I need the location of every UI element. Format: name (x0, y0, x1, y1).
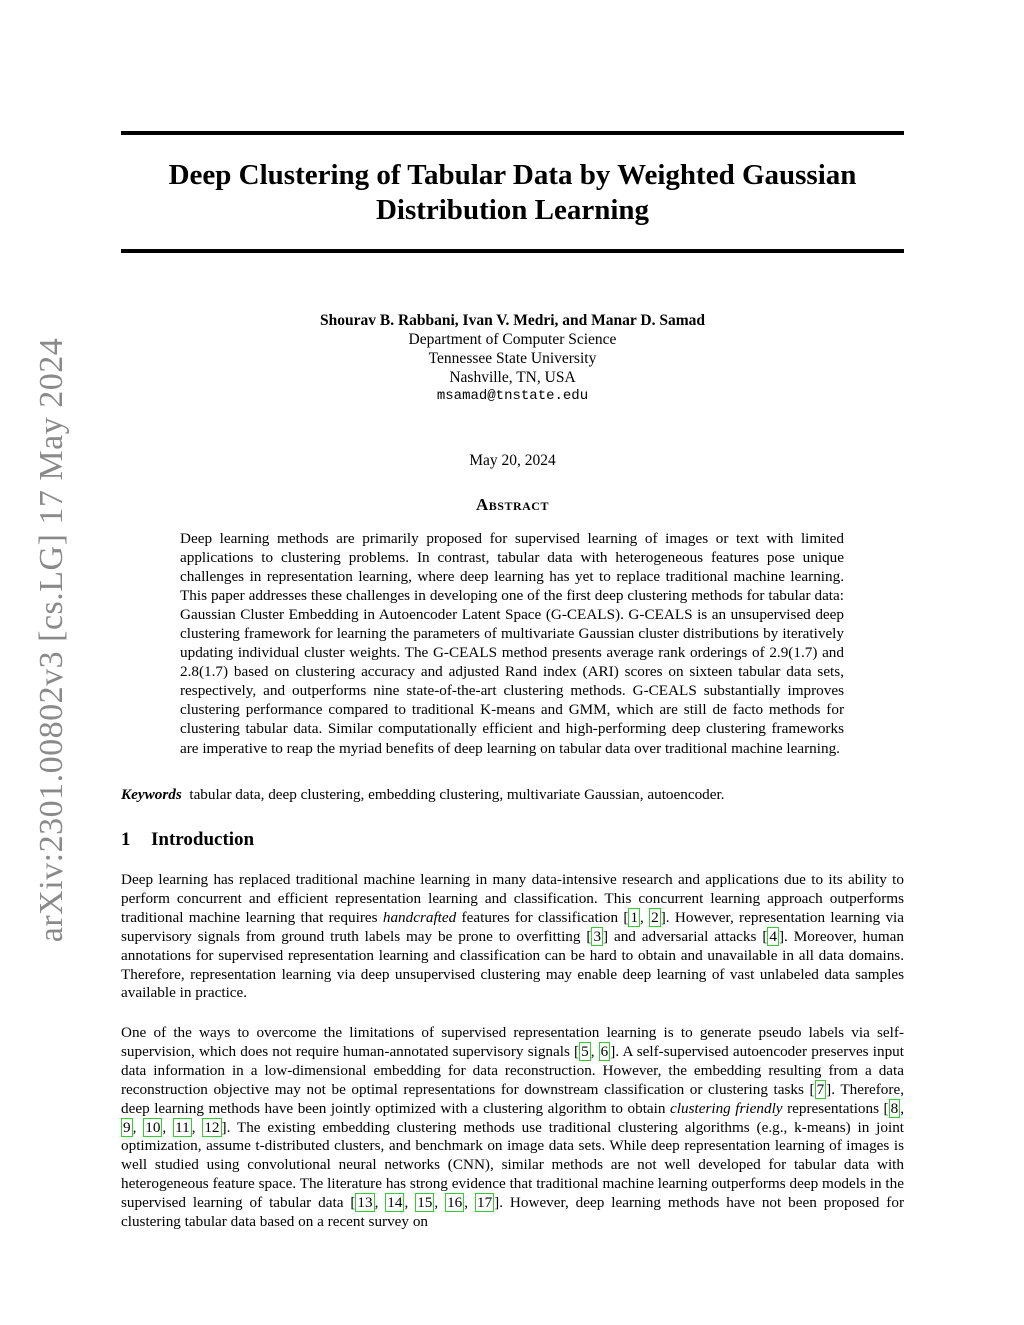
text-span: ]. Moreover, human annotations for supervised representation learning and classification can be hard to obtain and unavailable in all data domains. Therefore, representation learning via deep unsupervised clustering may enable deep learning of vast unlabeled data samples available in practice. (121, 927, 905, 1002)
citation-link[interactable]: 16 (447, 1194, 463, 1212)
keywords-line (121, 786, 904, 804)
text-span: , (404, 1194, 416, 1212)
citation-link[interactable]: 4 (769, 927, 777, 945)
citation-link[interactable]: 3 (593, 927, 602, 945)
intro-paragraph-2 (121, 1024, 904, 1232)
section-heading-introduction (121, 829, 254, 851)
abstract-body: Deep learning methods are primarily proposed for supervised learning of images or text with limited applications to clustering problems. In contrast, tabular data with heterogeneous features pose unique challenges in representation learning, where deep learning has yet to replace traditional machine learning. This paper addresses these challenges in developing one of the first deep clustering methods for tabular data: Gaussian Cluster Embedding in Autoencoder Latent Space (G-CEALS). G-CEALS is an unsupervised deep clustering framework for learning the parameters of multivariate Gaussian cluster distributions by iteratively updating individual cluster weights. The G-CEALS method presents average rank orderings of 2.9(1.7) and 2.8(1.7) based on clustering accuracy and adjusted Rand index (ARI) scores on sixteen tabular data sets, respectively, and outperforms nine state-of-the-art clustering methods. G-CEALS substantially improves clustering performance compared to traditional K-means and GMM, which are still de facto methods for clustering tabular data. Similar computationally efficient and high-performing deep clustering frameworks are imperative to reap the myriad benefits of deep learning on tabular data over traditional machine learning. (180, 530, 844, 757)
citation-link[interactable]: 12 (204, 1118, 220, 1136)
citation-link[interactable]: 6 (600, 1042, 609, 1060)
text-span: features for classification [ (456, 908, 629, 926)
citation-link[interactable]: 14 (387, 1194, 403, 1212)
abstract-heading-text: Abstract (476, 495, 549, 514)
citation-link[interactable]: 8 (890, 1099, 899, 1117)
keywords-text: tabular data, deep clustering, embedding clustering, multivariate Gaussian, autoencoder. (189, 786, 725, 803)
section-title: Introduction (151, 829, 255, 850)
text-span: ]. However, representation learning via supervisory signals from ground truth labels may be prone to overfitting [ (121, 908, 905, 945)
author-department: Department of Computer Science (408, 331, 617, 348)
citation-link[interactable]: 5 (581, 1042, 589, 1060)
text-span: ]. Therefore, deep learning methods have been jointly optimized with a clustering algorithm to obtain (121, 1080, 904, 1117)
text-span: , (590, 1042, 599, 1060)
citation-link[interactable]: 17 (476, 1194, 493, 1212)
author-email[interactable]: msamad@tnstate.edu (436, 388, 589, 404)
text-span: ] and adversarial attacks [ (603, 927, 768, 945)
citation-link[interactable]: 13 (357, 1194, 373, 1212)
paper-title (121, 158, 904, 228)
text-span: ]. The existing embedding clustering methods use traditional clustering algorithms (e.g., k-means) in joint optimization, assume t-distributed clusters, and benchmark on image data sets. While deep representation learning of images is well studied using convolutional neural networks (CNN), similar methods are not well developed for tabular data with heterogeneous feature space. The literature has strong evidence that traditional machine learning outperforms deep models in the supervised learning of tabular data [ (121, 1118, 905, 1212)
paper-date: May 20, 2024 (469, 452, 556, 469)
keywords-label: Keywords (121, 786, 182, 803)
citation-link[interactable]: 10 (145, 1118, 161, 1136)
section-number: 1 (121, 829, 131, 850)
intro-paragraph-1 (121, 871, 904, 1003)
citation-link[interactable]: 7 (816, 1080, 825, 1098)
author-location: Nashville, TN, USA (449, 369, 576, 386)
text-span: ]. However, deep learning methods have not been proposed for clustering tabular data based on a recent survey on (121, 1194, 905, 1231)
emphasis-clustering-friendly: clustering friendly (670, 1099, 783, 1117)
author-university: Tennessee State University (428, 350, 597, 367)
title-rule-bottom (121, 249, 904, 253)
arxiv-identifier: arXiv:2301.00802v3 [cs.LG] 17 May 2024 (33, 337, 70, 943)
citation-link[interactable]: 9 (123, 1118, 131, 1136)
text-span: Deep learning has replaced traditional machine learning in many data-intensive research and applications due to its ability to perform concurrent and efficient representation learning and classification. This concurrent learning approach outperforms traditional machine learning that requires (121, 871, 904, 926)
citation-link[interactable]: 11 (175, 1118, 190, 1136)
citation-link[interactable]: 1 (630, 908, 639, 926)
text-span: , (640, 908, 650, 926)
citation-link[interactable]: 15 (417, 1194, 433, 1212)
text-span: , (162, 1118, 174, 1136)
text-span: ]. A self-supervised autoencoder preserves input data information in a low-dimensional embedding for data reconstruction. However, the embedding resulting from a data reconstruction objective may not be optimal representations for downstream classification or clustering tasks [ (121, 1042, 904, 1098)
text-span: , (434, 1194, 446, 1212)
text-span: , (132, 1118, 144, 1136)
text-span: , (374, 1194, 386, 1212)
title-line-1: Deep Clustering of Tabular Data by Weighted Gaussian (168, 159, 857, 191)
text-span: , (464, 1194, 475, 1212)
author-block (121, 311, 904, 406)
text-span: , (900, 1099, 904, 1117)
text-span: representations [ (782, 1099, 889, 1117)
title-rule-top (121, 131, 904, 135)
author-names: Shourav B. Rabbani, Ivan V. Medri, and Manar D. Samad (319, 312, 705, 329)
emphasis-handcrafted: handcrafted (382, 908, 457, 926)
citation-link[interactable]: 2 (651, 908, 659, 926)
title-line-2: Distribution Learning (375, 194, 650, 226)
text-span: One of the ways to overcome the limitations of supervised representation learning is to generate pseudo labels via self-supervision, which does not require human-annotated supervisory signals [ (121, 1024, 904, 1060)
text-span: , (191, 1118, 203, 1136)
abstract-heading (121, 495, 904, 515)
